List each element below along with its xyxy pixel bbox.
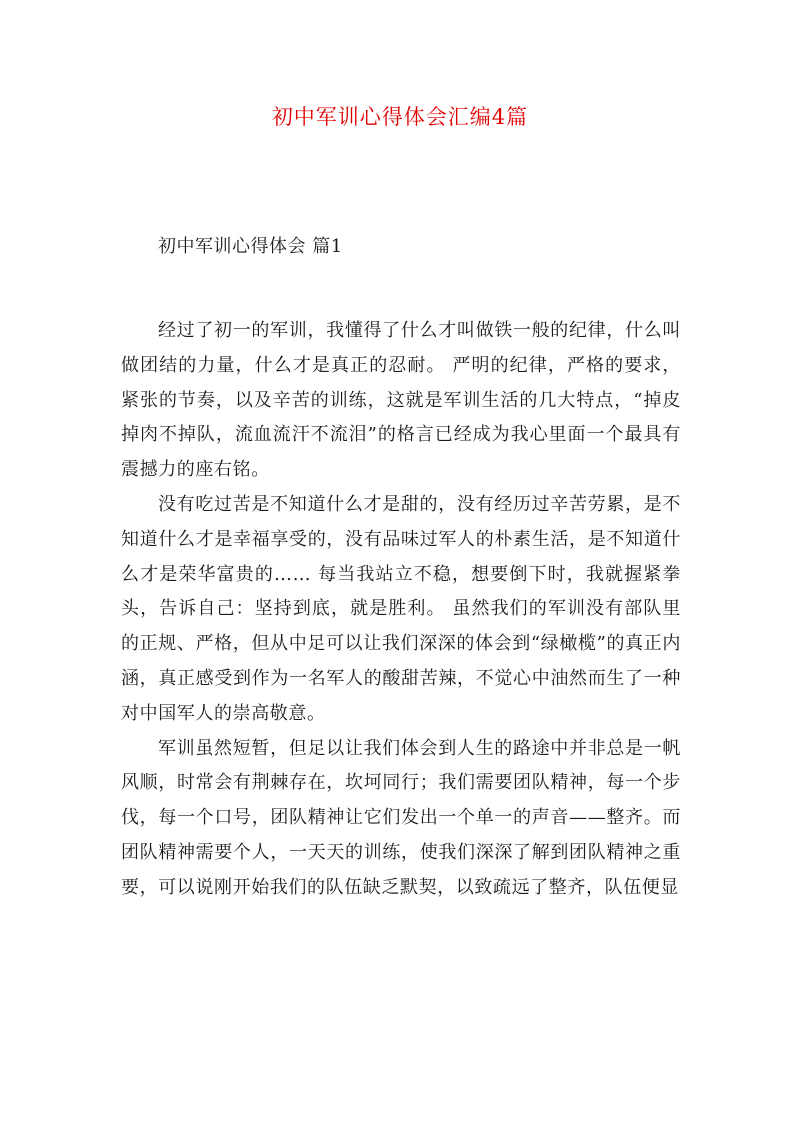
paragraph-3: 军训虽然短暂，但足以让我们体会到人生的路途中并非总是一帆风顺，时常会有荆棘存在，坎坷同行；我们需要团队精神，每一个步伐，每一个口号，团队精神让它们发出一个单一的声音——整齐。而团队精神需要个人，一天天的训练，使我们深深了解到团队精神之重要，可以说刚开始我们的队伍缺乏默契，以致疏远了整齐，队伍便显 bbox=[121, 737, 681, 898]
paragraph-1: 经过了初一的军训，我懂得了什么才叫做铁一般的纪律，什么叫做团结的力量，什么才是真正的忍耐。 严明的纪律，严格的要求，紧张的节奏，以及辛苦的训练，这就是军训生活的几大特点，“掉皮掉肉不掉队，流血流汗不流泪”的格言已经成为我心里面一个最具有震撼力的座右铭。 bbox=[121, 320, 681, 481]
paragraph-2: 没有吃过苦是不知道什么才是甜的，没有经历过辛苦劳累，是不知道什么才是幸福享受的，没有品味过军人的朴素生活，是不知道什么才是荣华富贵的…… 每当我站立不稳，想要倒下时，我就握紧拳头，告诉自己：坚持到底，就是胜利。 虽然我们的军训没有部队里的正规、严格，但从中足可以让我们深深的体会到“绿橄榄”的真正内涵，真正感受到作为一名军人的酸甜苦辣，不觉心中油然而生了一种对中国军人的崇高敬意。 bbox=[121, 493, 681, 724]
article-body bbox=[121, 314, 681, 906]
section-heading: 初中军训心得体会 篇1 bbox=[158, 236, 343, 257]
document-title: 初中军训心得体会汇编4篇 bbox=[271, 105, 529, 129]
